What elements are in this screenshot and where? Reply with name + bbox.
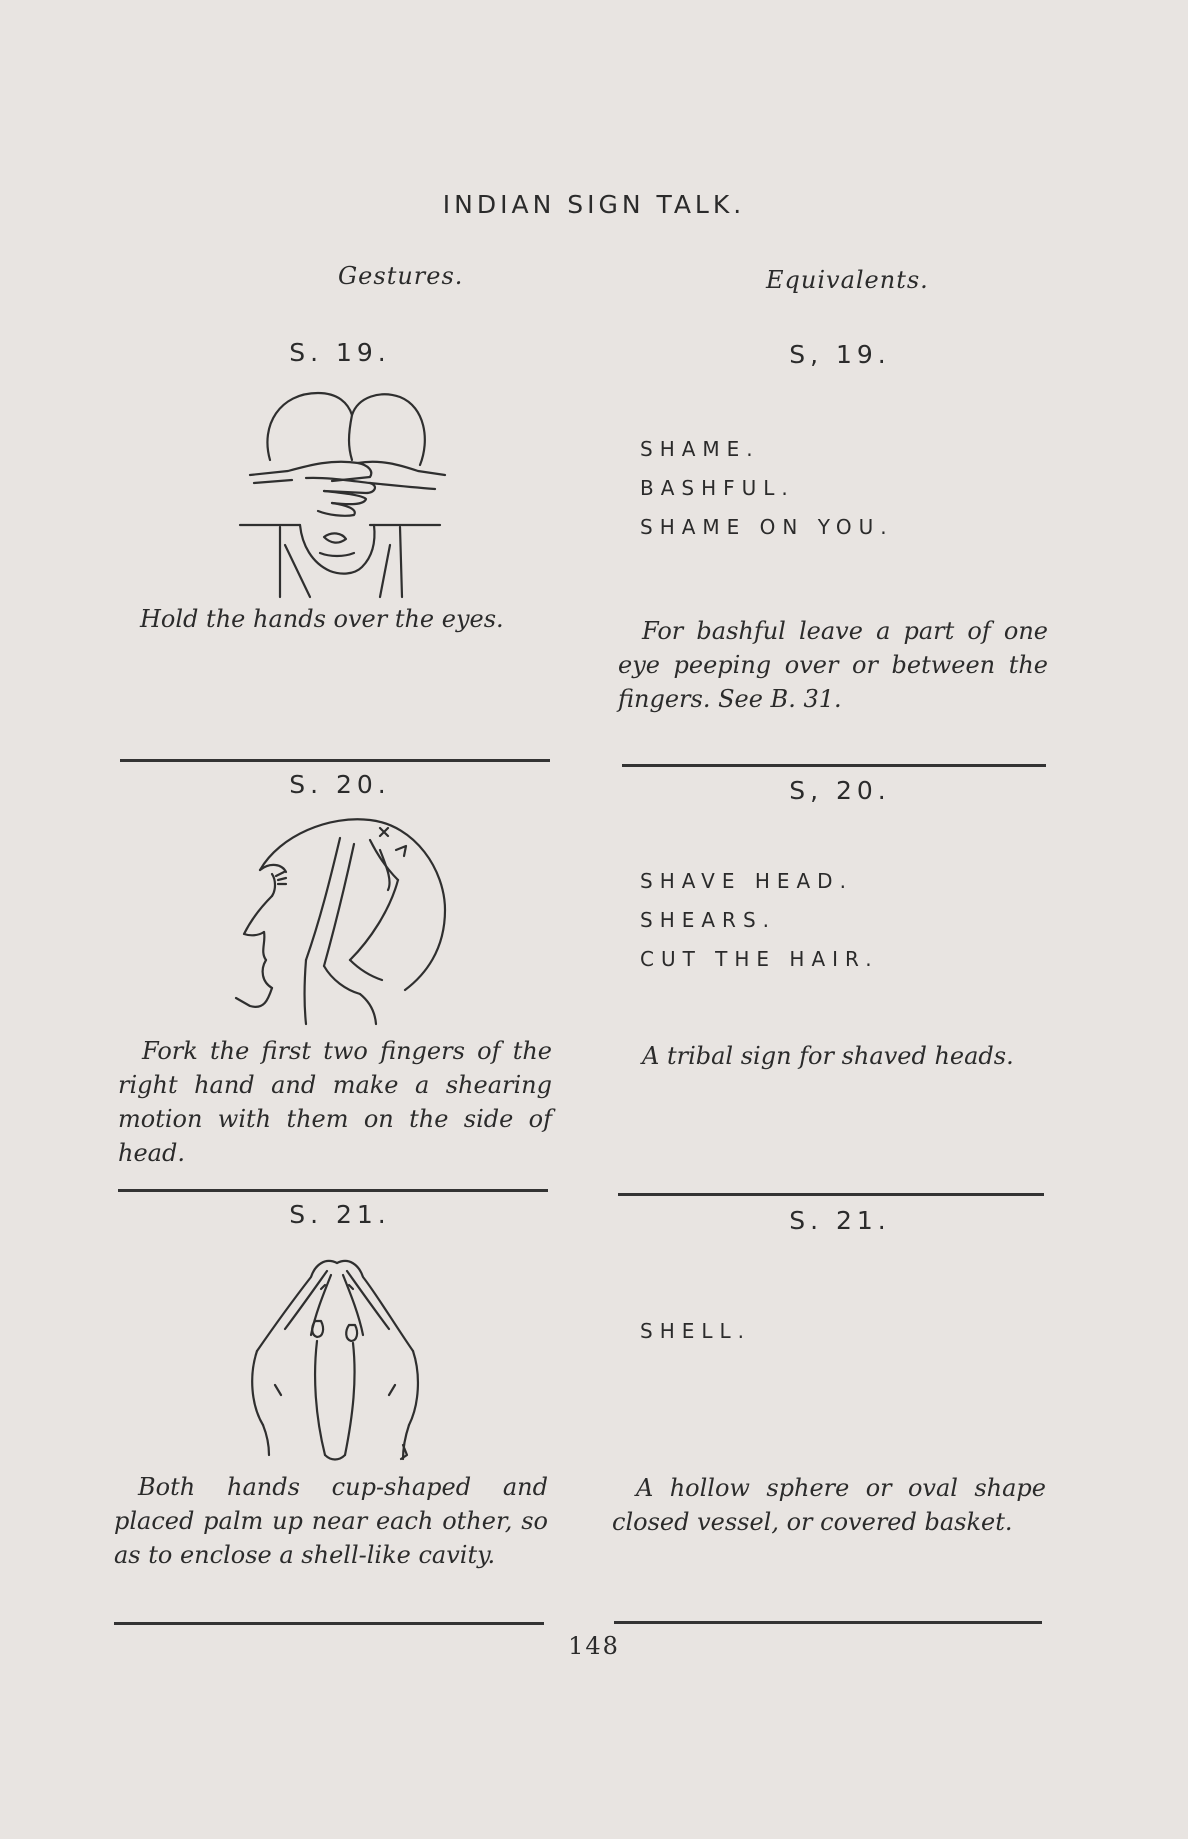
meanings-list-s21 [640, 1312, 751, 1351]
meaning-cut-the-hair: CUT THE HAIR. [640, 947, 879, 971]
left-section-divider-3 [114, 1622, 544, 1625]
equivalent-label-s21: S. 21. [789, 1206, 891, 1235]
meanings-list-s20 [640, 862, 879, 979]
right-section-divider-1 [622, 764, 1046, 767]
equivalent-description-s21: A hollow sphere or oval shape closed vessel, or covered basket. [612, 1474, 1046, 1536]
equivalents-column-header: Equivalents. [766, 266, 929, 294]
right-section-divider-2 [618, 1193, 1044, 1196]
equivalent-label-s20: S, 20. [789, 776, 891, 805]
gesture-label-s20: S. 20. [289, 770, 391, 799]
page-title: INDIAN SIGN TALK. [442, 190, 746, 219]
meaning-shame: SHAME. [640, 437, 760, 461]
left-section-divider-2 [118, 1189, 548, 1192]
gesture-label-s19: S. 19. [289, 338, 391, 367]
shearing-fingers-head-drawing [220, 810, 460, 1030]
equivalent-description-s20: A tribal sign for shaved heads. [642, 1042, 1014, 1070]
equivalent-label-s19: S, 19. [789, 340, 891, 369]
meaning-bashful: BASHFUL. [640, 476, 795, 500]
meanings-list-s19 [640, 430, 894, 547]
gesture-label-s21: S. 21. [289, 1200, 391, 1229]
left-section-divider-1 [120, 759, 550, 762]
equivalent-description-s19: For bashful leave a part of one eye peeping over or between the fingers. See B. 31. [618, 617, 1048, 713]
meaning-shame-on-you: SHAME ON YOU. [640, 515, 894, 539]
meaning-shears: SHEARS. [640, 908, 777, 932]
right-section-divider-3 [614, 1621, 1042, 1624]
meaning-shave-head: SHAVE HEAD. [640, 869, 853, 893]
gesture-description-s21: Both hands cup-shaped and placed palm up near each other, so as to enclose a shell-like cavity. [114, 1473, 548, 1569]
gesture-description-s20: Fork the first two fingers of the right hand and make a shearing motion with them on the side of head. [118, 1037, 552, 1167]
gestures-column-header: Gestures. [338, 262, 464, 290]
cupped-hands-drawing [245, 1255, 430, 1475]
meaning-shell: SHELL. [640, 1319, 752, 1343]
hands-over-eyes-drawing [240, 385, 460, 600]
page-number: 148 [568, 1632, 620, 1660]
gesture-description-s19: Hold the hands over the eyes. [140, 605, 504, 633]
